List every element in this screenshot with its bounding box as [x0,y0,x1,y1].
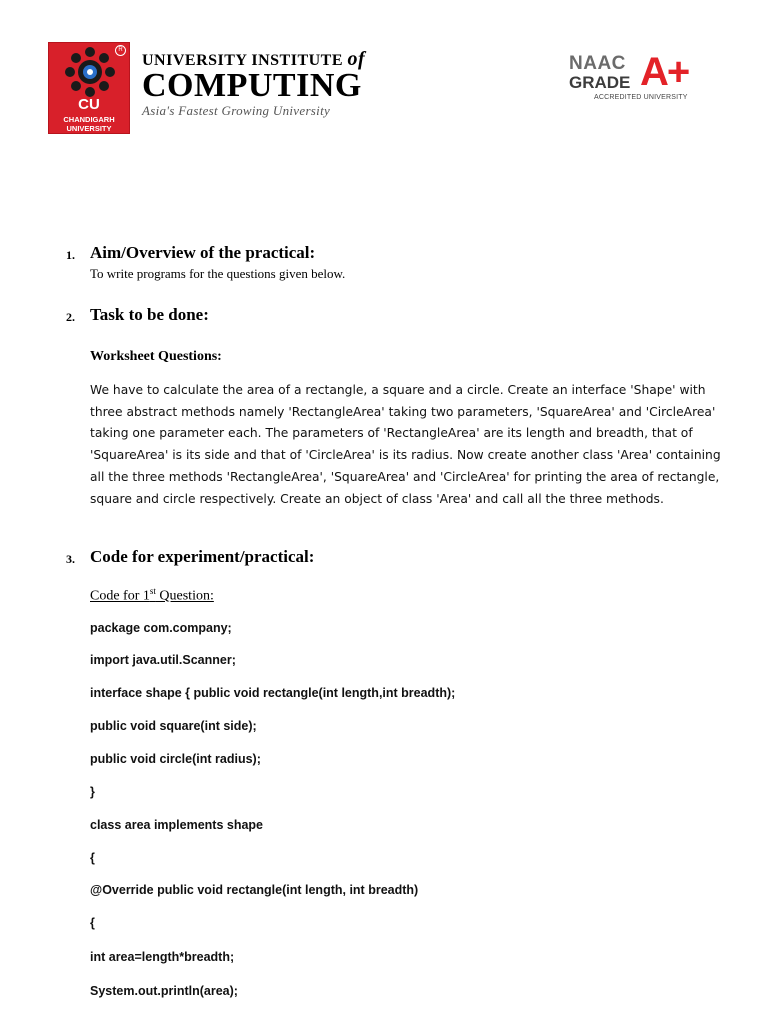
logo-text: CU [78,96,100,113]
worksheet-question [90,380,722,510]
worksheet-title: Worksheet Questions: [90,349,222,364]
question-line: We have to calculate the area of a rectangle, a square and a circle. Create an interface 'Shape' with [90,383,706,397]
institute-of: of [347,48,366,70]
chandigarh-university-logo [48,42,130,134]
question-line: square and circle respectively. Create an object of class 'Area' and call all the three methods. [90,491,664,506]
section-number: 3. [66,552,75,566]
section-number: 1. [66,248,75,262]
code-line: public void square(int side); [90,719,257,733]
institute-title [142,50,365,119]
code-line: public void circle(int radius); [90,752,261,766]
accredited-label: ACCREDITED UNIVERSITY [594,94,688,101]
institute-line2: COMPUTING [142,67,362,104]
code-line: } [90,785,95,799]
question-line: three abstract methods namely 'RectangleArea' taking two parameters, 'SquareArea' and 'CircleArea' [90,404,716,419]
question-line: 'SquareArea' is its side and that of 'CircleArea' is its radius. Now create another class 'Area' containing [90,448,721,463]
grade-label: GRADE [569,73,631,92]
page-header [46,38,726,138]
code-heading: Code for 1st Question: [90,586,214,604]
naac-label: NAAC [569,53,626,74]
section-number: 2. [66,310,75,324]
grade-value: A+ [640,50,689,94]
section-title: Task to be done: [90,305,209,324]
section-title: Aim/Overview of the practical: [90,243,316,262]
aim-text: To write programs for the questions given below. [90,266,346,281]
code-line: package com.company; [90,621,232,635]
code-line: System.out.println(area); [90,984,238,998]
code-line: class area implements shape [90,818,264,832]
emblem-icon [55,46,125,98]
code-line: int area=length*breadth; [90,950,235,964]
code-line: { [90,851,95,865]
naac-badge [566,48,688,106]
code-line: interface shape { public void rectangle(int length,int breadth); [90,686,456,700]
section-title: Code for experiment/practical: [90,547,315,566]
logo-subtext: CHANDIGARH UNIVERSITY [63,115,115,133]
institute-line1: UNIVERSITY INSTITUTE [142,52,344,69]
question-line: taking one parameter each. The parameters of 'RectangleArea' are its length and breadth, that of [90,426,693,441]
institute-tagline: Asia's Fastest Growing University [142,103,331,118]
registered-icon: R [115,45,126,56]
question-line: all the three methods 'RectangleArea', 'SquareArea' and 'CircleArea' for printing the area of rectangle, [90,469,720,484]
code-line: import java.util.Scanner; [90,653,236,667]
code-line: { [90,916,95,930]
code-line: @Override public void rectangle(int length, int breadth) [90,883,419,897]
